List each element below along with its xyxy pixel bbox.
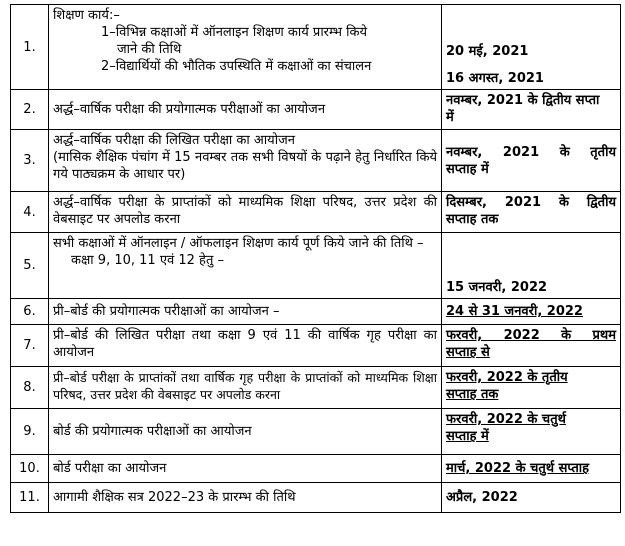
date-value: सप्ताह तक [446,387,499,402]
row-date [442,192,621,233]
row-description: बोर्ड परीक्षा का आयोजन [49,455,442,483]
date-value: में [446,110,454,125]
row-number: 8. [11,367,49,409]
sub-item: जाने की तिथि [117,42,182,57]
row-number: 10. [11,455,49,483]
row-date [442,5,621,90]
date-value: नवम्बर, 2021 के द्वितीय सप्ता [446,93,600,108]
row-date [442,367,621,409]
row-number: 7. [11,325,49,367]
date-value: फरवरी, 2022 के तृतीय [446,370,568,385]
table-row [11,5,621,90]
schedule-table [10,4,621,513]
table-row [11,367,621,409]
row-number: 2. [11,90,49,130]
row-date [442,325,621,367]
row-date: 15 जनवरी, 2022 [442,233,621,299]
row-description [49,5,442,90]
row-date: 24 से 31 जनवरी, 2022 [442,299,621,325]
row-date: अप्रैल, 2022 [442,483,621,513]
table-row [11,90,621,130]
section-title: शिक्षण कार्य:– [53,8,120,23]
row-number: 11. [11,483,49,513]
row-number: 3. [11,130,49,192]
date-value: सप्ताह में [446,161,489,177]
row-description [49,233,442,299]
row-number: 5. [11,233,49,299]
date-value: 16 अगस्त, 2021 [446,71,544,86]
row-date [442,90,621,130]
row-description: बोर्ड की प्रयोगात्मक परीक्षाओं का आयोजन [49,409,442,455]
row-number: 1. [11,5,49,90]
row-description: आगामी शैक्षिक सत्र 2022–23 के प्रारम्भ की तिथि [49,483,442,513]
table-row [11,130,621,192]
sub-item: 1–विभिन्न कक्षाओं में ऑनलाइन शिक्षण कार्य प्रारम्भ किये [101,25,368,40]
table-row [11,455,621,483]
date-value: नवम्बर, 2021 के तृतीय [446,144,616,160]
sub-item: 2–विद्यार्थियों की भौतिक उपस्थिति में कक्षाओं का संचालन [101,59,372,74]
row-number: 4. [11,192,49,233]
table-row [11,233,621,299]
row-number: 9. [11,409,49,455]
row-date [442,409,621,455]
date-value: सप्ताह से [446,345,490,360]
date-value: दिसम्बर, 2021 के द्वितीय [446,195,616,210]
date-value: सप्ताह में [446,429,489,444]
date-value: 20 मई, 2021 [446,44,529,59]
row-description: प्री–बोर्ड की प्रयोगात्मक परीक्षाओं का आयोजन – [49,299,442,325]
desc-line: (मासिक शैक्षिक पंचांग में 15 नवम्बर तक सभी विषयों के पढ़ाने हेतु निर्धारित किये गये पाठ्यक्रम के आधार पर) [53,150,437,182]
date-value: सप्ताह तक [446,212,499,227]
row-description: प्री–बोर्ड परीक्षा के प्राप्तांकों तथा वार्षिक गृह परीक्षा के प्राप्तांकों को माध्यमिक शिक्षा परिषद, उत्तर प्रदेश की वेबसाइट पर अपलोड करना [49,367,442,409]
row-date: मार्च, 2022 के चतुर्थ सप्ताह [442,455,621,483]
table-row [11,325,621,367]
row-description: अर्द्ध–वार्षिक परीक्षा की प्रयोगात्मक परीक्षाओं का आयोजन [49,90,442,130]
desc-line: कक्षा 9, 10, 11 एवं 12 हेतु – [71,253,224,268]
row-description: अर्द्ध–वार्षिक परीक्षा के प्राप्तांकों को माध्यमिक शिक्षा परिषद, उत्तर प्रदेश की वेबसाइट पर अपलोड करना [49,192,442,233]
desc-line: सभी कक्षाओं में ऑनलाइन / ऑफलाइन शिक्षण कार्य पूर्ण किये जाने की तिथि – [53,236,424,251]
row-description [49,130,442,192]
date-value: फरवरी, 2022 के प्रथम [446,328,616,343]
desc-line: अर्द्ध–वार्षिक परीक्षा की लिखित परीक्षा का आयोजन [53,133,295,148]
row-description: प्री–बोर्ड की लिखित परीक्षा तथा कक्षा 9 एवं 11 की वार्षिक गृह परीक्षा का आयोजन [49,325,442,367]
row-number: 6. [11,299,49,325]
table-row [11,299,621,325]
table-row [11,409,621,455]
table-row [11,192,621,233]
table-row [11,483,621,513]
date-value: फरवरी, 2022 के चतुर्थ [446,412,566,427]
row-date [442,130,621,192]
